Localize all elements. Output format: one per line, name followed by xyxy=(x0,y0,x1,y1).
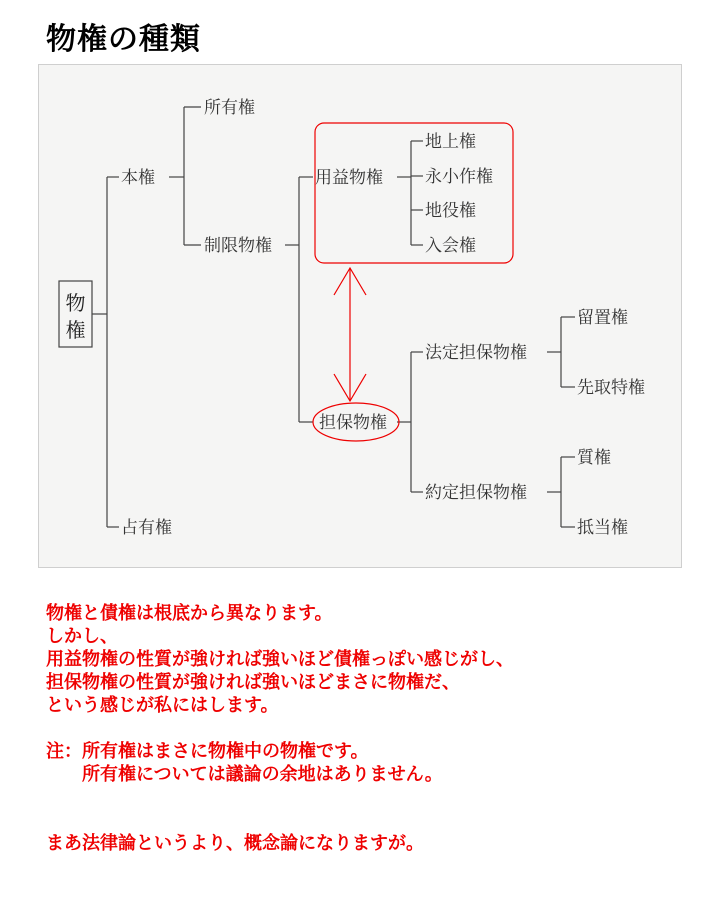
spacer xyxy=(46,786,514,832)
node-sakidori: 先取特権 xyxy=(577,378,645,398)
note-line-8: まあ法律論というより、概念論になりますが。 xyxy=(46,833,424,854)
node-senyu: 占有権 xyxy=(121,518,172,538)
node-hotei: 法定担保物権 xyxy=(425,343,527,363)
note-line-3: 用益物権の性質が強ければ強いほど債権っぽい感じがし、 xyxy=(46,649,514,670)
node-ryuchi: 留置権 xyxy=(577,308,628,328)
note-line-6: 注：所有権はまさに物権中の物権です。 xyxy=(46,741,369,762)
node-teito: 抵当権 xyxy=(577,518,628,538)
tree-svg xyxy=(39,65,681,567)
note-line-2: しかし、 xyxy=(46,626,118,647)
root-char-2: 権 xyxy=(65,318,86,342)
yoeki-highlight-box xyxy=(315,123,513,263)
node-honken: 本権 xyxy=(121,168,155,188)
page-title: 物権の種類 xyxy=(46,22,201,57)
root-char-1: 物 xyxy=(65,291,86,315)
node-eikosaku: 永小作権 xyxy=(425,167,493,187)
node-chieki: 地役権 xyxy=(425,201,476,221)
property-rights-diagram xyxy=(38,64,682,568)
node-shichi: 質権 xyxy=(577,448,611,468)
node-yakutei: 約定担保物権 xyxy=(425,483,527,503)
node-yoeki: 用益物権 xyxy=(315,168,383,188)
node-tanpo: 担保物権 xyxy=(319,413,387,433)
note-line-4: 担保物権の性質が強ければ強いほどまさに物権だ、 xyxy=(46,672,460,693)
node-seigen: 制限物権 xyxy=(204,236,272,256)
node-chijo: 地上権 xyxy=(425,132,476,152)
note-line-1: 物権と債権は根底から異なります。 xyxy=(46,603,333,624)
commentary xyxy=(46,602,514,855)
note-line-7: 所有権については議論の余地はありません。 xyxy=(46,764,443,785)
node-iriai: 入会権 xyxy=(425,236,476,256)
node-shoyuken: 所有権 xyxy=(204,98,255,118)
spacer xyxy=(46,717,514,740)
note-line-5: という感じが私にはします。 xyxy=(46,695,279,716)
